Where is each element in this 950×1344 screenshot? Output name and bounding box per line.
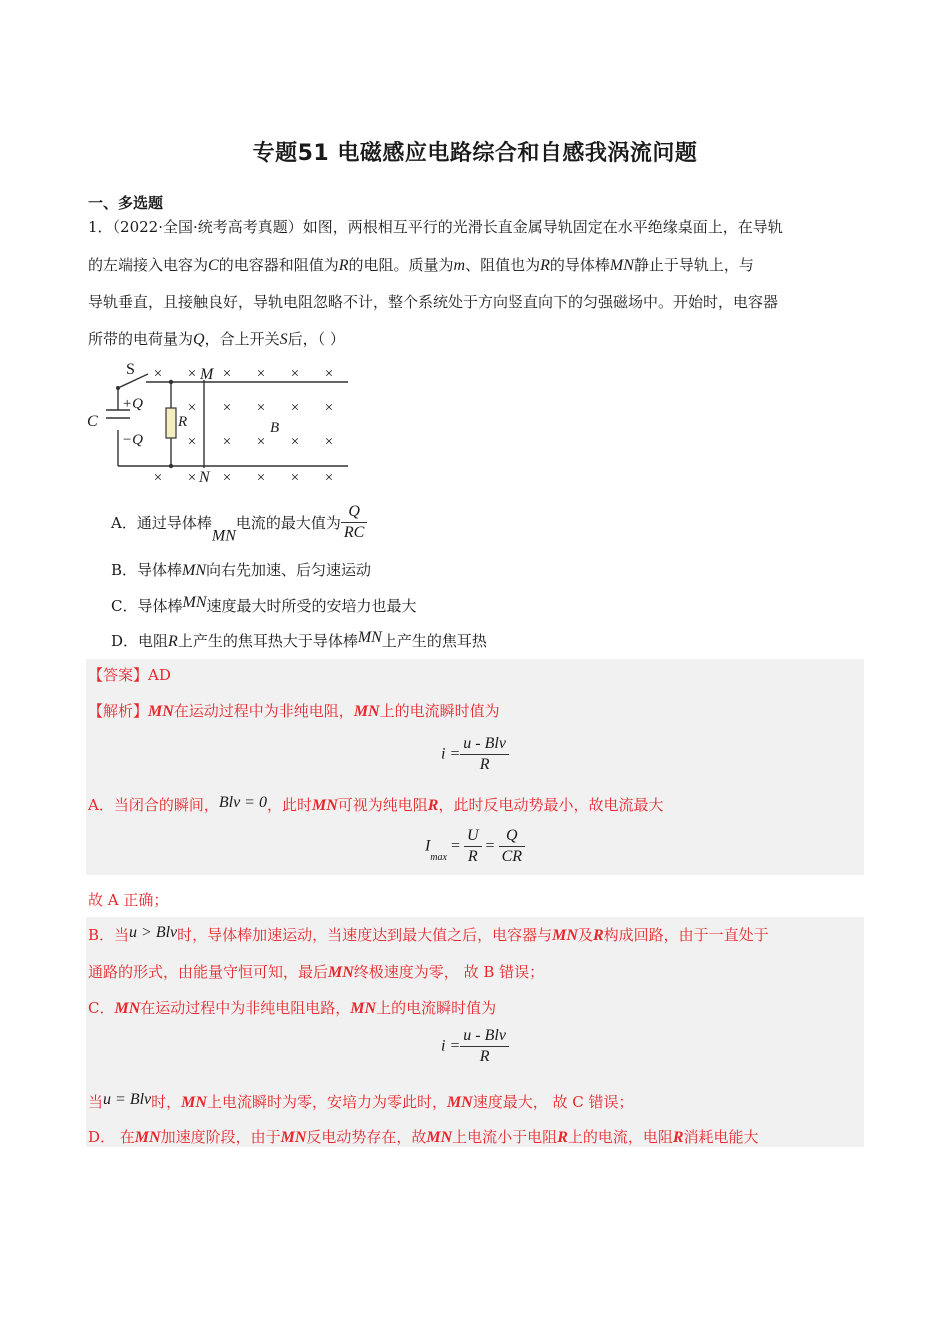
svg-text:×: × bbox=[290, 434, 300, 450]
svg-text:×: × bbox=[290, 366, 300, 382]
page-title: 专题51 电磁感应电路综合和自感我涡流问题 bbox=[252, 141, 698, 166]
analysis-line-c-2: 当u = Blv时，MN上电流瞬时为零，安培力为零此时，MN速度最大， 故 C 错误； bbox=[88, 1091, 634, 1111]
capacitor-label: C bbox=[87, 413, 98, 430]
svg-text:×: × bbox=[222, 434, 232, 450]
answer-line: 【答案】AD bbox=[88, 666, 171, 684]
svg-text:×: × bbox=[324, 366, 334, 382]
analysis-line-d: D． 在MN加速度阶段，由于MN反电动势存在，故MN上电流小于电阻R上的电流，电阻R消耗电能大 bbox=[88, 1128, 759, 1146]
svg-text:×: × bbox=[256, 470, 266, 486]
option-a-fraction: $\frac{Q}{RC}$ bbox=[341, 502, 367, 543]
question-line-4: 所带的电荷量为Q，合上开关S后，（ ） bbox=[88, 330, 345, 348]
equation-1: i = $\frac{\text{u - Blv}}{R}$ bbox=[0, 734, 950, 775]
svg-text:×: × bbox=[187, 470, 197, 486]
analysis-line-c: C．MN在运动过程中为非纯电阻电路，MN上的电流瞬时值为 bbox=[88, 999, 497, 1017]
plus-q-label: +Q bbox=[122, 396, 143, 412]
analysis-line-b-2: 通路的形式，由能量守恒可知，最后MN终极速度为零， 故 B 错误； bbox=[88, 963, 545, 981]
option-a[interactable]: A．通过导体棒MN电流的最大值为 $\frac{Q}{RC}$ bbox=[111, 502, 367, 546]
svg-text:×: × bbox=[324, 434, 334, 450]
svg-text:×: × bbox=[324, 400, 334, 416]
resistor-symbol bbox=[166, 408, 176, 438]
section-heading: 一、多选题 bbox=[88, 194, 164, 212]
m-label: M bbox=[200, 366, 214, 383]
option-b[interactable]: B．导体棒MN向右先加速、后匀速运动 bbox=[111, 561, 372, 579]
svg-text:×: × bbox=[222, 400, 232, 416]
svg-text:×: × bbox=[290, 400, 300, 416]
svg-text:×: × bbox=[153, 366, 163, 382]
analysis-line-a: A．当闭合的瞬间，Blv = 0，此时MN可视为纯电阻R，此时反电动势最小，故电流最大 bbox=[88, 794, 664, 814]
minus-q-label: −Q bbox=[122, 432, 143, 448]
svg-text:×: × bbox=[256, 434, 266, 450]
question-line-3: 导轨垂直，且接触良好，导轨电阻忽略不计，整个系统处于方向竖直向下的匀强磁场中。开始时，电容器 bbox=[88, 293, 779, 311]
b-field-label: B bbox=[270, 420, 280, 436]
question-line-2: 的左端接入电容为C的电容器和阻值为R的电阻。质量为m、阻值也为R的导体棒MN静止于导轨上，与 bbox=[88, 256, 754, 274]
svg-text:×: × bbox=[256, 366, 266, 382]
analysis-line-a-conclusion: 故 A 正确； bbox=[88, 891, 169, 909]
analysis-line-b: B．当u > Blv时，导体棒加速运动，当速度达到最大值之后，电容器与MN及R构成回路，由于一直处于 bbox=[88, 924, 769, 944]
svg-text:×: × bbox=[187, 366, 197, 382]
svg-text:×: × bbox=[290, 470, 300, 486]
switch-label: S bbox=[126, 361, 135, 378]
svg-text:×: × bbox=[187, 400, 197, 416]
svg-text:×: × bbox=[187, 434, 197, 450]
option-c[interactable]: C．导体棒MN速度最大时所受的安培力也最大 bbox=[111, 594, 417, 615]
svg-text:×: × bbox=[222, 366, 232, 382]
svg-text:×: × bbox=[324, 470, 334, 486]
question-line-1: 1．（2022·全国·统考高考真题）如图，两根相互平行的光滑长直金属导轨固定在水平绝缘桌面上，在导轨 bbox=[88, 218, 783, 236]
svg-text:×: × bbox=[256, 400, 266, 416]
option-d[interactable]: D．电阻R上产生的焦耳热大于导体棒MN上产生的焦耳热 bbox=[111, 629, 487, 650]
equation-2: $I_{max}$ = $\frac{U}{R}$ = $\frac{Q}{CR}$ bbox=[0, 826, 950, 867]
circuit-diagram bbox=[86, 358, 356, 488]
analysis-line-1: 【解析】MN在运动过程中为非纯电阻，MN上的电流瞬时值为 bbox=[88, 702, 500, 720]
equation-3: i = $\frac{\text{u - Blv}}{R}$ bbox=[0, 1026, 950, 1067]
resistor-label: R bbox=[178, 414, 188, 430]
svg-text:×: × bbox=[153, 470, 163, 486]
svg-text:×: × bbox=[222, 470, 232, 486]
n-label: N bbox=[199, 469, 210, 486]
